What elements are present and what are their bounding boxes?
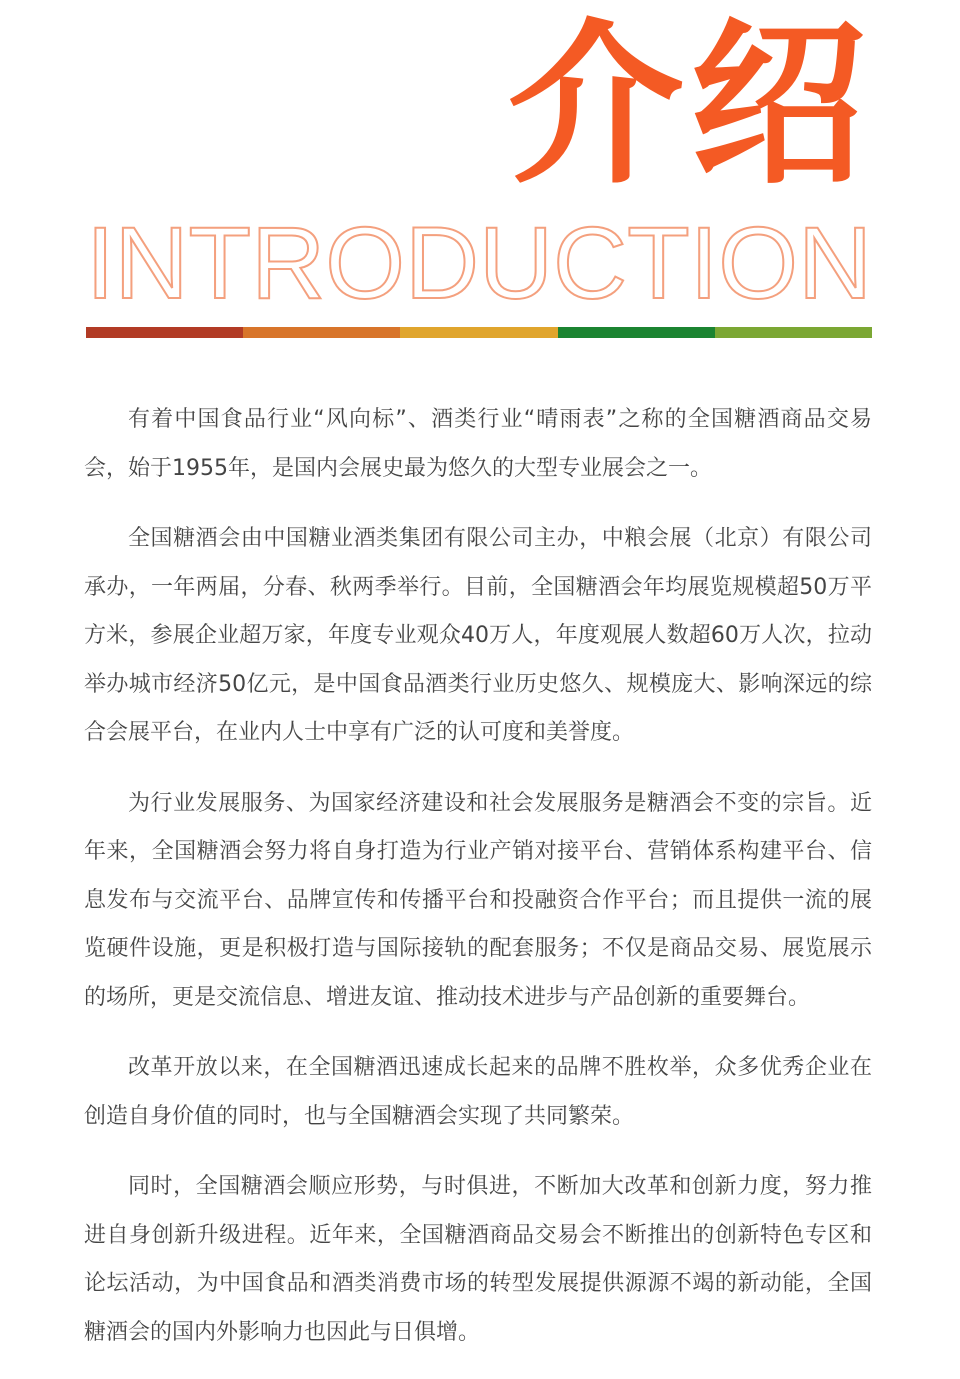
color-bar-segment <box>715 327 872 338</box>
color-bar-segment <box>558 327 715 338</box>
page-title-english <box>86 216 872 306</box>
intro-paragraph: 有着中国食品行业“风向标”、酒类行业“晴雨表”之称的全国糖酒商品交易会，始于1955年，是国内会展史最为悠久的大型专业展会之一。 <box>84 407 872 481</box>
color-bar-segment <box>400 327 557 338</box>
intro-paragraph: 全国糖酒会由中国糖业酒类集团有限公司主办，中粮会展（北京）有限公司承办，一年两届，分春、秋两季举行。目前，全国糖酒会年均展览规模超50万平方米，参展企业超万家，年度专业观众40万人，年度观展人数超60万人次，拉动举办城市经济50亿元，是中国食品酒类行业历史悠久、规模庞大、影响深远的综合会展平台，在业内人士中享有广泛的认可度和美誉度。 <box>84 526 872 745</box>
intro-paragraph: 改革开放以来，在全国糖酒迅速成长起来的品牌不胜枚举，众多优秀企业在创造自身价值的同时，也与全国糖酒会实现了共同繁荣。 <box>84 1055 872 1129</box>
page-title-chinese: 介绍 <box>507 3 872 208</box>
page-title-english-text: INTRODUCTION <box>86 216 872 306</box>
color-bar-segment <box>86 327 243 338</box>
intro-body <box>84 396 872 1379</box>
intro-paragraph: 同时，全国糖酒会顺应形势，与时俱进，不断加大改革和创新力度，努力推进自身创新升级进程。近年来，全国糖酒商品交易会不断推出的创新特色专区和论坛活动，为中国食品和酒类消费市场的转型发展提供源源不竭的新动能，全国糖酒会的国内外影响力也因此与日俱增。 <box>84 1174 872 1345</box>
decorative-color-bar <box>86 327 872 338</box>
intro-paragraph: 为行业发展服务、为国家经济建设和社会发展服务是糖酒会不变的宗旨。近年来，全国糖酒会努力将自身打造为行业产销对接平台、营销体系构建平台、信息发布与交流平台、品牌宣传和传播平台和投融资合作平台；而且提供一流的展览硬件设施，更是积极打造与国际接轨的配套服务；不仅是商品交易、展览展示的场所，更是交流信息、增进友谊、推动技术进步与产品创新的重要舞台。 <box>84 790 872 1010</box>
color-bar-segment <box>243 327 400 338</box>
